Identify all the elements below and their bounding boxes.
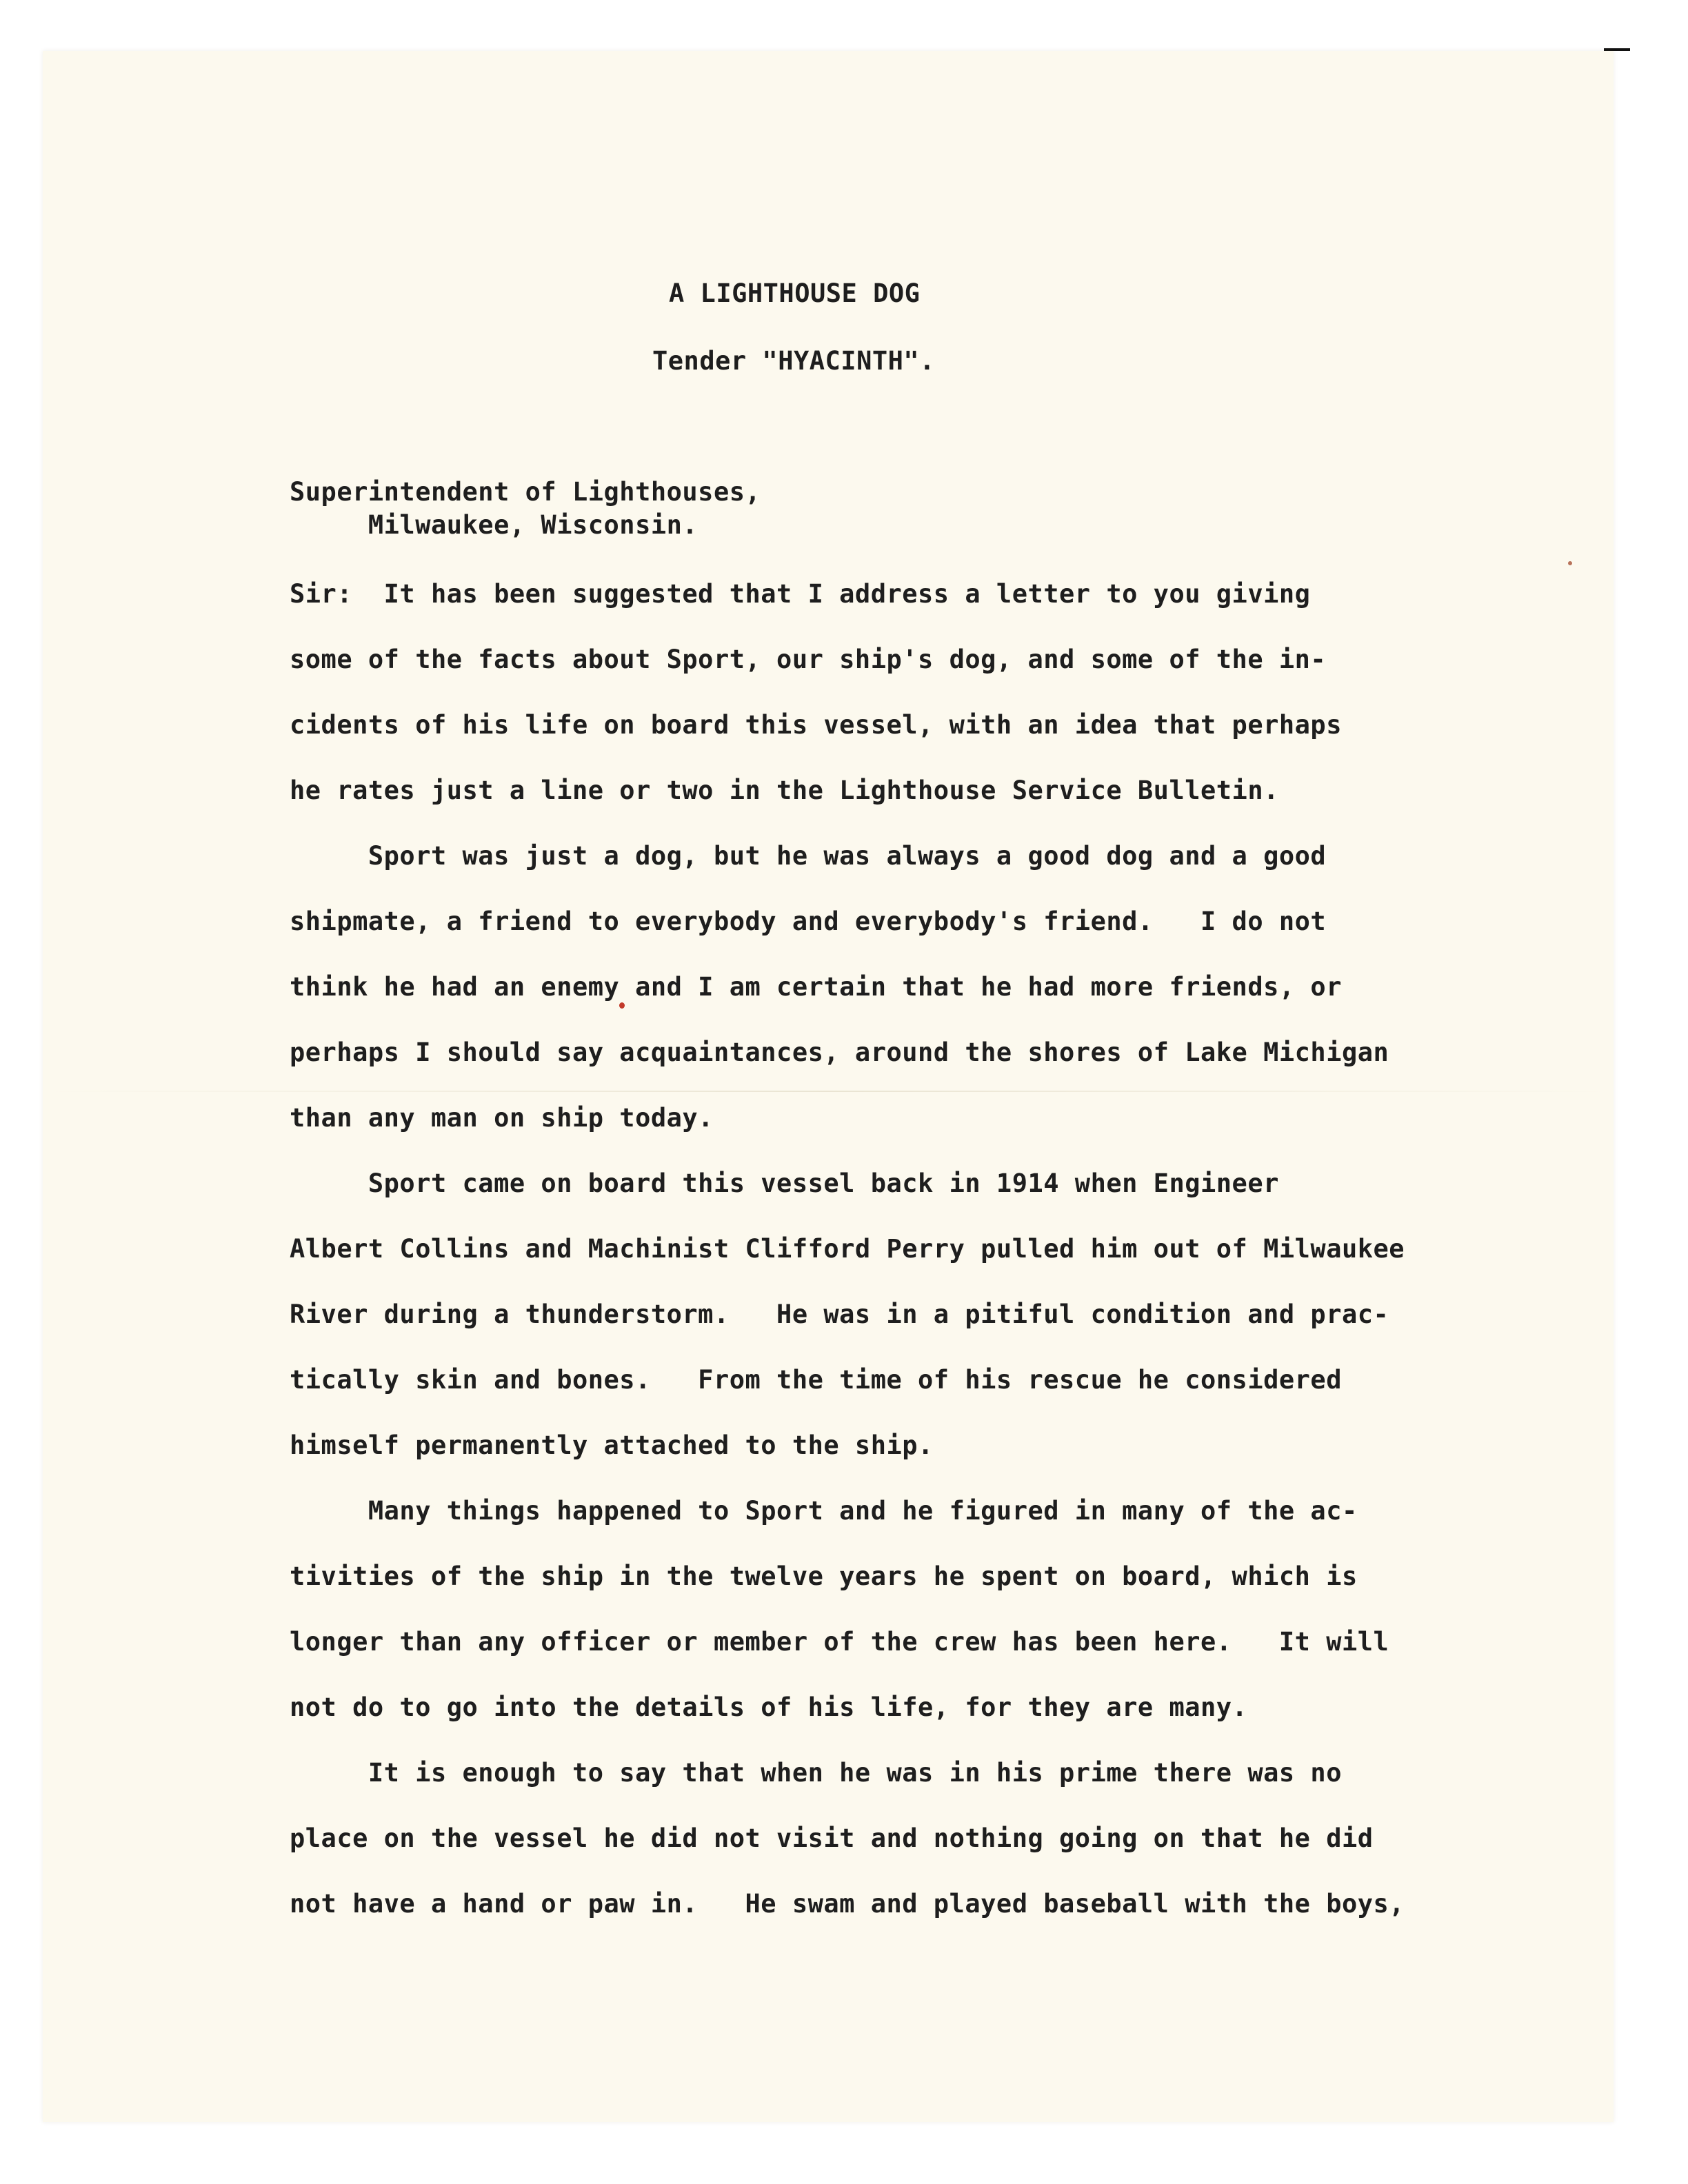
body-line: longer than any officer or member of the crew has been here. It will bbox=[290, 1627, 1389, 1657]
body-line: shipmate, a friend to everybody and everybody's friend. I do not bbox=[290, 907, 1327, 936]
document-subtitle: Tender "HYACINTH". bbox=[652, 346, 935, 376]
address-line-1: Superintendent of Lighthouses, bbox=[290, 477, 761, 507]
body-line: think he had an enemy and I am certain that he had more friends, or bbox=[290, 972, 1342, 1002]
body-line: Albert Collins and Machinist Clifford Perry pulled him out of Milwaukee bbox=[290, 1234, 1405, 1264]
address-line-2: Milwaukee, Wisconsin. bbox=[290, 510, 699, 540]
body-line: not do to go into the details of his life, for they are many. bbox=[290, 1692, 1248, 1722]
body-line: tically skin and bones. From the time of his rescue he considered bbox=[290, 1365, 1342, 1395]
body-line: some of the facts about Sport, our ship's dog, and some of the in- bbox=[290, 645, 1327, 674]
body-line: It is enough to say that when he was in his prime there was no bbox=[290, 1758, 1342, 1788]
body-line: not have a hand or paw in. He swam and played baseball with the boys, bbox=[290, 1889, 1405, 1919]
body-line: tivities of the ship in the twelve years he spent on board, which is bbox=[290, 1561, 1358, 1591]
body-line: Many things happened to Sport and he figured in many of the ac- bbox=[290, 1496, 1358, 1526]
body-line: Sport was just a dog, but he was always a good dog and a good bbox=[290, 841, 1327, 871]
body-line: than any man on ship today. bbox=[290, 1103, 714, 1133]
body-line: River during a thunderstorm. He was in a pitiful condition and prac- bbox=[290, 1300, 1389, 1329]
document-title: A LIGHTHOUSE DOG bbox=[669, 279, 921, 308]
body-line: place on the vessel he did not visit and nothing going on that he did bbox=[290, 1823, 1374, 1853]
ink-spot bbox=[1568, 561, 1572, 565]
body-line: Sport came on board this vessel back in 1914 when Engineer bbox=[290, 1169, 1279, 1198]
page-fold-line bbox=[43, 1091, 1614, 1092]
body-line: Sir: It has been suggested that I address a letter to you giving bbox=[290, 579, 1311, 609]
body-line: he rates just a line or two in the Lighthouse Service Bulletin. bbox=[290, 776, 1279, 805]
body-line: perhaps I should say acquaintances, around the shores of Lake Michigan bbox=[290, 1038, 1389, 1067]
body-line: himself permanently attached to the ship. bbox=[290, 1430, 934, 1460]
body-line: cidents of his life on board this vessel, with an idea that perhaps bbox=[290, 710, 1342, 740]
